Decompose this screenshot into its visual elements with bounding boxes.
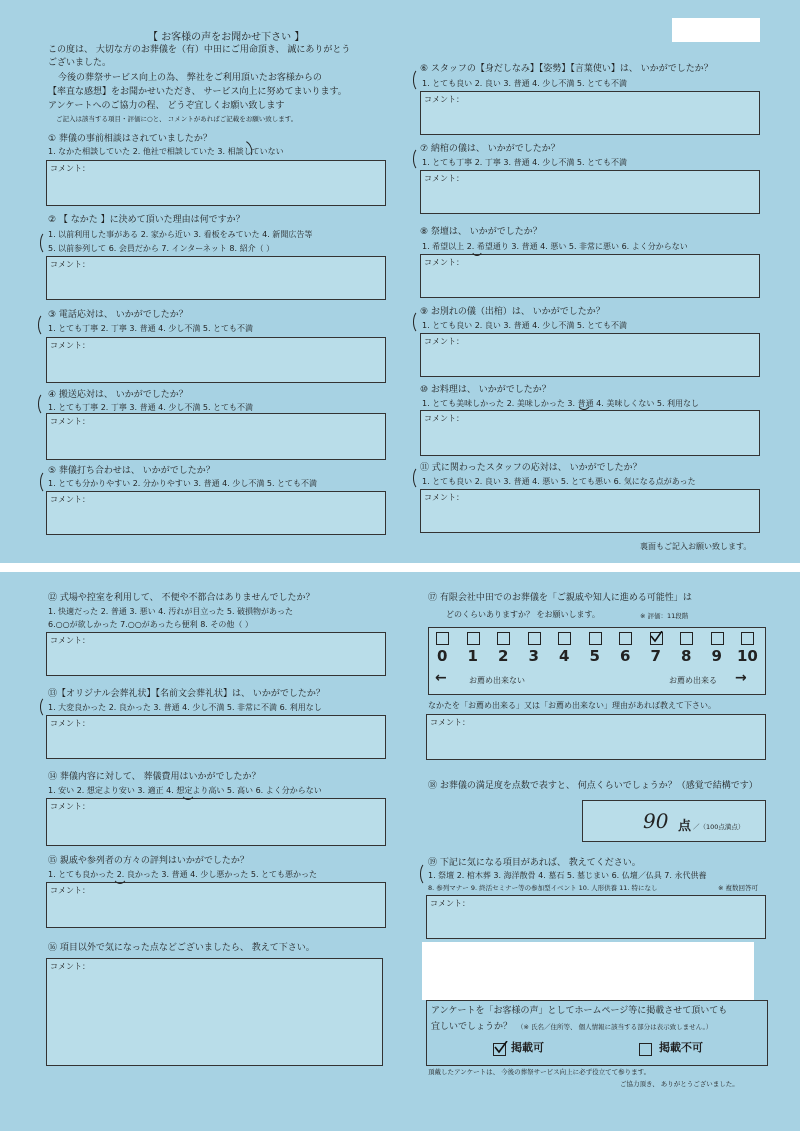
scale-checkbox-3[interactable] xyxy=(528,632,541,645)
pen-mark xyxy=(413,466,427,490)
scale-checkbox-10[interactable] xyxy=(741,632,754,645)
question-17: ⑰ 有限会社中田でのお葬儀を「ご親戚や知人に進める可能性」は xyxy=(428,593,692,603)
question-11: ⑪ 式に関わったスタッフの応対は、 いかがでしたか？ xyxy=(420,463,642,473)
comment-label: コメント： xyxy=(50,495,90,504)
recommend-scale xyxy=(428,627,766,695)
q19-note: ※ 複数回答可 xyxy=(718,884,759,892)
scale-checkbox-6[interactable] xyxy=(619,632,632,645)
scale-checkbox-8[interactable] xyxy=(680,632,693,645)
comment-label: コメント： xyxy=(50,260,90,269)
q12-options: 6.○○が欲しかった 7.○○があったら便利 8. その他（ ） xyxy=(48,620,253,629)
pen-mark xyxy=(180,778,196,800)
q2-comment-box[interactable] xyxy=(46,256,386,300)
consent-ok-label: 掲載可 xyxy=(511,1041,544,1054)
q10-options: 1. とても美味しかった 2. 美味しかった 3. 普通 4. 美味しくない 5. 利用なし xyxy=(422,399,700,408)
question-4: ④ 搬送応対は、 いかがでしたか？ xyxy=(48,390,188,400)
intro-line: 【率直な感想】をお聞かせいただき、 サービス向上に努めてまいります。 xyxy=(48,87,347,97)
consent-line: アンケートを「お客様の声」としてホームページ等に掲載させて頂いても xyxy=(431,1006,728,1016)
survey-page-front xyxy=(0,0,800,563)
intro-note: ご記入は該当する項目・評価に○と、 コメントがあればご記載をお願い致します。 xyxy=(56,115,298,123)
q1-comment-box[interactable] xyxy=(46,160,386,206)
q17-comment-box[interactable] xyxy=(426,714,766,760)
comment-label: コメント： xyxy=(424,414,464,423)
scale-left-label: お薦め出来ない xyxy=(469,676,525,685)
question-18: ⑱ お葬儀の満足度を点数で表すと、 何点くらいでしょうか？（感覚で結構です） xyxy=(428,781,758,791)
q9-comment-box[interactable] xyxy=(420,333,760,377)
question-15: ⑮ 親戚や参列者の方々の評判はいかがでしたか？ xyxy=(48,856,249,866)
q3-options: 1. とても丁寧 2. 丁寧 3. 普通 4. 少し不満 5. とても不満 xyxy=(48,324,254,333)
q8-options: 1. 希望以上 2. 希望通り 3. 普通 4. 悪い 5. 非常に悪い 6. よく分からない xyxy=(422,242,688,251)
question-12: ⑫ 式場や控室を利用して、 不便や不都合はありませんでしたか？ xyxy=(48,593,315,603)
question-16: ⑯ 項目以外で気になった点などございましたら、 教えて下さい。 xyxy=(48,943,315,953)
q15-comment-box[interactable] xyxy=(46,882,386,928)
scale-number: 0 xyxy=(437,647,448,665)
scale-options xyxy=(429,628,765,672)
survey-title: 【 お客様の声をお聞かせ下さい 】 xyxy=(148,32,305,43)
q12-comment-box[interactable] xyxy=(46,632,386,676)
pen-mark xyxy=(233,138,255,162)
redacted-area xyxy=(672,18,760,42)
q1-options: 1. なかた相談していた 2. 他社で相談していた 3. 相談していない xyxy=(48,147,284,156)
question-5: ⑤ 葬儀打ち合わせは、 いかがでしたか？ xyxy=(48,466,215,476)
scale-number: 1 xyxy=(467,647,478,665)
scale-checkbox-7[interactable] xyxy=(650,632,663,645)
scale-checkbox-2[interactable] xyxy=(497,632,510,645)
scale-checkbox-5[interactable] xyxy=(589,632,602,645)
question-8: ⑧ 祭壇は、 いかがでしたか？ xyxy=(420,227,542,237)
comment-label: コメント： xyxy=(50,962,90,971)
pen-mark xyxy=(38,313,52,337)
q11-comment-box[interactable] xyxy=(420,489,760,533)
q4-options: 1. とても丁寧 2. 丁寧 3. 普通 4. 少し不満 5. とても不満 xyxy=(48,403,254,412)
pen-mark xyxy=(420,862,434,886)
scale-checkbox-4[interactable] xyxy=(558,632,571,645)
comment-label: コメント： xyxy=(424,337,464,346)
closing-thanks: ご協力頂き、 ありがとうございました。 xyxy=(620,1080,739,1088)
intro-line: この度は、 大切な方のお葬儀を（有）中田にご用命頂き、 誠にありがとう xyxy=(48,45,351,55)
consent-ng-label: 掲載不可 xyxy=(659,1041,703,1054)
comment-label: コメント： xyxy=(430,899,470,908)
question-3: ③ 電話応対は、 いかがでしたか？ xyxy=(48,310,188,320)
q3-comment-box[interactable] xyxy=(46,337,386,383)
question-9: ⑨ お別れの儀（出棺）は、 いかがでしたか？ xyxy=(420,307,605,317)
score-max: ／（100点満点） xyxy=(693,823,745,831)
question-7: ⑦ 納棺の儀は、 いかがでしたか？ xyxy=(420,144,560,154)
scale-number: 10 xyxy=(737,647,758,665)
q10-comment-box[interactable] xyxy=(420,410,760,456)
pen-mark xyxy=(40,470,54,494)
consent-note: （※ 氏名／住所等、 個人情報に該当する部分は表示致しません。） xyxy=(517,1023,713,1031)
comment-label: コメント： xyxy=(50,164,90,173)
pen-mark xyxy=(413,310,427,334)
comment-label: コメント： xyxy=(430,718,470,727)
pen-mark xyxy=(470,236,484,256)
comment-label: コメント： xyxy=(50,417,90,426)
scale-number: 8 xyxy=(681,647,692,665)
intro-line: ございました。 xyxy=(48,58,112,68)
comment-label: コメント： xyxy=(424,174,464,183)
question-6: ⑥ スタッフの【身だしなみ】【姿勢】【言葉使い】は、 いかがでしたか？ xyxy=(420,64,713,74)
consent-ng-checkbox[interactable] xyxy=(639,1043,652,1056)
q13-comment-box[interactable] xyxy=(46,715,386,759)
q19-options: 8. 参列マナー 9. 終活セミナー等の参加型イベント 10. 人形供養 11. 特になし xyxy=(428,884,658,892)
redacted-area xyxy=(422,942,754,1000)
comment-label: コメント： xyxy=(50,636,90,645)
q5-comment-box[interactable] xyxy=(46,491,386,535)
comment-label: コメント： xyxy=(424,95,464,104)
intro-line: アンケートへのご協力の程、 どうぞ宜しくお願い致します xyxy=(48,101,285,111)
q16-comment-box[interactable] xyxy=(46,958,383,1066)
pen-mark xyxy=(112,862,128,884)
check-icon xyxy=(650,631,663,644)
q17-note: ※ 評価：11段階 xyxy=(640,612,689,620)
arrow-right-icon: → xyxy=(735,670,747,686)
q5-options: 1. とても分かりやすい 2. 分かりやすい 3. 普通 4. 少し不満 5. とても不満 xyxy=(48,479,318,488)
q11-options: 1. とても良い 2. 良い 3. 普通 4. 悪い 5. とても悪い 6. 気になる点があった xyxy=(422,477,696,486)
q6-options: 1. とても良い 2. 良い 3. 普通 4. 少し不満 5. とても不満 xyxy=(422,79,628,88)
scale-number: 4 xyxy=(559,647,570,665)
pen-mark xyxy=(413,147,427,171)
scale-number: 3 xyxy=(528,647,539,665)
comment-label: コメント： xyxy=(424,258,464,267)
comment-label: コメント： xyxy=(50,341,90,350)
pen-mark xyxy=(38,392,52,416)
scale-number: 6 xyxy=(620,647,631,665)
pen-mark xyxy=(40,696,54,718)
q19-comment-box[interactable] xyxy=(426,895,766,939)
consent-line: 宜しいでしょうか？ xyxy=(431,1022,513,1032)
scale-number: 9 xyxy=(711,647,722,665)
q13-options: 1. 大変良かった 2. 良かった 3. 普通 4. 少し不満 5. 非常に不満 6. 利用なし xyxy=(48,703,322,712)
consent-ok-checkbox[interactable] xyxy=(493,1043,506,1056)
q15-options: 1. とても良かった 2. 良かった 3. 普通 4. 少し悪かった 5. とても悪かった xyxy=(48,870,318,879)
question-14: ⑭ 葬儀内容に対して、 葬儀費用はいかがでしたか？ xyxy=(48,772,261,782)
scale-checkbox-0[interactable] xyxy=(436,632,449,645)
scale-checkbox-1[interactable] xyxy=(467,632,480,645)
q19-options: 1. 祭壇 2. 棺木葬 3. 海洋散骨 4. 墓石 5. 墓じまい 6. 仏壇／仏具 7. 永代供養 xyxy=(428,871,707,880)
q17-reason-prompt: なかたを「お薦め出来る」又は「お薦め出来ない」理由があれば教えて下さい。 xyxy=(428,701,716,710)
comment-label: コメント： xyxy=(50,802,90,811)
q14-comment-box[interactable] xyxy=(46,798,386,846)
arrow-left-icon: ← xyxy=(435,670,447,686)
check-icon xyxy=(494,1041,508,1055)
score-unit: 点 xyxy=(678,819,692,834)
scale-number: 2 xyxy=(498,647,509,665)
page-footer-note: 裏面もご記入お願い致します。 xyxy=(640,542,752,551)
survey-page-back xyxy=(0,572,800,1131)
comment-label: コメント： xyxy=(50,719,90,728)
question-1: ① 葬儀の事前相談はされていましたか？ xyxy=(48,134,212,144)
q2-options: 5. 以前参列して 6. 会員だから 7. インターネット 8. 紹介（ ） xyxy=(48,244,275,253)
pen-mark xyxy=(576,388,592,410)
comment-label: コメント： xyxy=(424,493,464,502)
satisfaction-score-box[interactable] xyxy=(582,800,766,842)
q7-options: 1. とても丁寧 2. 丁寧 3. 普通 4. 少し不満 5. とても不満 xyxy=(422,158,628,167)
scale-right-label: お薦め出来る xyxy=(669,676,717,685)
question-13: ⑬【オリジナル会葬礼状】【名前文会葬礼状】は、 いかがでしたか？ xyxy=(48,689,325,699)
question-10: ⑩ お料理は、 いかがでしたか？ xyxy=(420,385,551,395)
q9-options: 1. とても良い 2. 良い 3. 普通 4. 少し不満 5. とても不満 xyxy=(422,321,628,330)
q2-options: 1. 以前利用した事がある 2. 家から近い 3. 看板をみていた 4. 新聞広告等 xyxy=(48,230,313,239)
q7-comment-box[interactable] xyxy=(420,170,760,214)
intro-line: 今後の葬祭サービス向上の為、 弊社をご利用頂いたお客様からの xyxy=(58,73,322,83)
q14-options: 1. 安い 2. 想定より安い 3. 適正 4. 想定より高い 5. 高い 6. よく分からない xyxy=(48,786,322,795)
question-2: ② 【 なかた 】に決めて頂いた理由は何ですか？ xyxy=(48,215,245,225)
pen-mark xyxy=(413,68,427,92)
closing-note: 頂戴したアンケートは、 今後の葬祭サービス向上に必ず役立てて参ります。 xyxy=(428,1068,651,1076)
comment-label: コメント： xyxy=(50,886,90,895)
q4-comment-box[interactable] xyxy=(46,413,386,460)
scale-number: 5 xyxy=(589,647,600,665)
scale-checkbox-9[interactable] xyxy=(711,632,724,645)
pen-mark xyxy=(40,231,54,255)
score-value: 90 xyxy=(643,809,669,833)
q17-subline: どのくらいありますか？ をお願いします。 xyxy=(446,610,600,619)
q6-comment-box[interactable] xyxy=(420,91,760,135)
scale-number: 7 xyxy=(650,647,661,665)
publish-consent xyxy=(426,1000,768,1066)
q12-options: 1. 快適だった 2. 普通 3. 悪い 4. 汚れが目立った 5. 破損物があった xyxy=(48,607,293,616)
q8-comment-box[interactable] xyxy=(420,254,760,298)
question-19: ⑲ 下記に気になる項目があれば、 教えてください。 xyxy=(428,858,641,868)
